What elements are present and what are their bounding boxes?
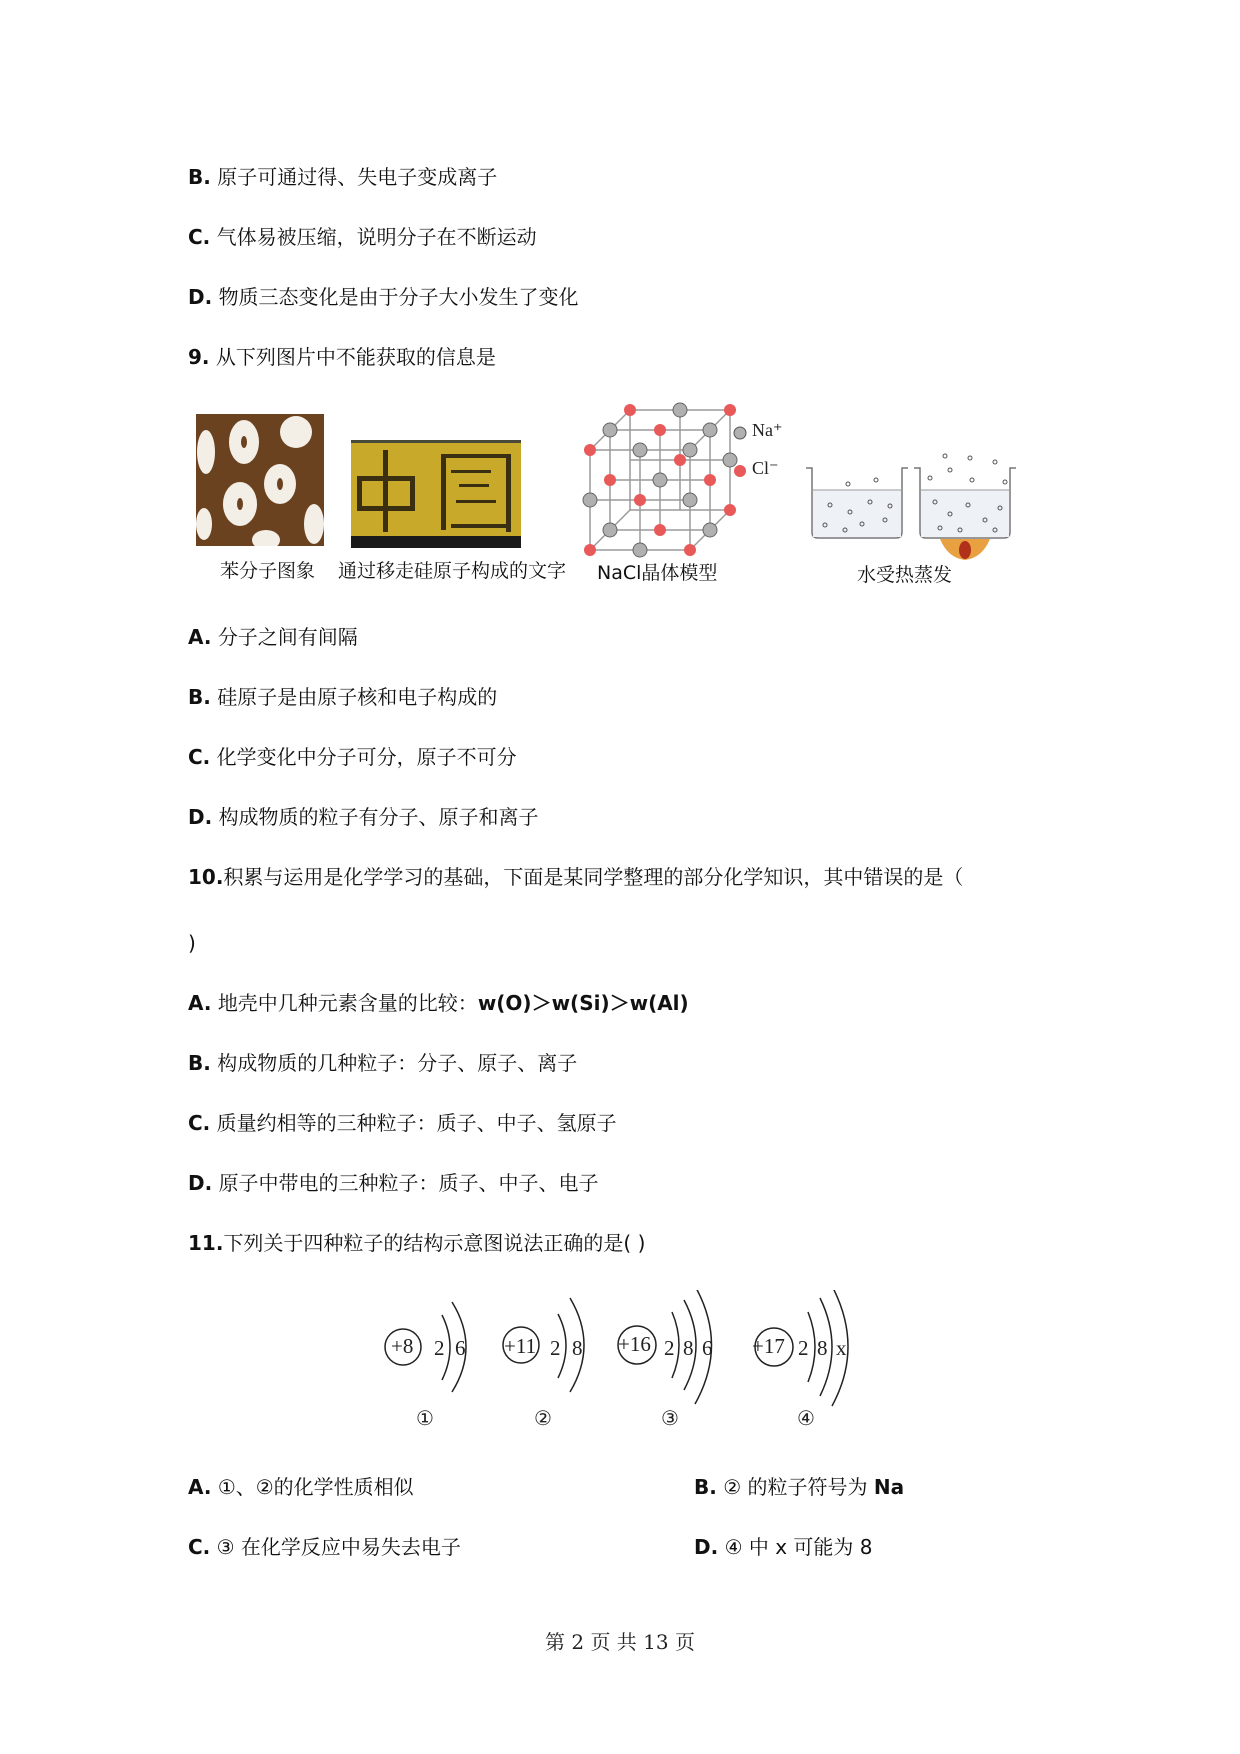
option-text: ③ 在化学反应中易失去电子 — [216, 1535, 461, 1559]
benzene-caption: 苯分子图象 — [220, 560, 316, 582]
water-evaporation-image — [800, 450, 1020, 560]
page-number-footer: 第 2 页 共 13 页 — [545, 1630, 695, 1654]
cl-legend-label: Cl⁻ — [752, 458, 779, 478]
nucleus-label: +17 — [752, 1334, 785, 1358]
q9-option-d — [188, 804, 539, 830]
option-label: D. — [188, 1171, 213, 1195]
q11-option-b — [694, 1474, 904, 1500]
option-label: A. — [188, 625, 212, 649]
diagram-index: ② — [534, 1406, 552, 1430]
benzene-image — [196, 414, 324, 546]
option-text: 分子之间有间隔 — [217, 625, 358, 649]
shell-label: 2 — [664, 1336, 675, 1360]
q10-option-b — [188, 1050, 577, 1076]
option-text: 构成物质的粒子有分子、原子和离子 — [218, 805, 539, 829]
option-label: D. — [188, 285, 213, 309]
question-number: 9. — [188, 345, 210, 369]
q11-stem — [188, 1230, 645, 1256]
nacl-crystal-image — [580, 400, 780, 560]
shell-label: 8 — [572, 1336, 583, 1360]
shell-label: 6 — [702, 1336, 713, 1360]
q8-option-d — [188, 284, 579, 310]
diagram-index: ① — [416, 1406, 434, 1430]
question-number: 10. — [188, 865, 224, 889]
option-label: A. — [188, 1475, 212, 1499]
option-label: B. — [188, 1051, 211, 1075]
option-label: B. — [694, 1475, 717, 1499]
q11-option-d — [694, 1534, 872, 1560]
option-text: 构成物质的几种粒子：分子、原子、离子 — [217, 1051, 578, 1075]
q10-stem — [188, 864, 963, 890]
option-text: 原子中带电的三种粒子：质子、中子、电子 — [218, 1171, 599, 1195]
q10-stem-close — [188, 930, 196, 956]
atomic-structure-diagrams — [380, 1290, 860, 1440]
option-label: B. — [188, 685, 211, 709]
nucleus-label: +16 — [618, 1332, 651, 1356]
nucleus-label: +11 — [504, 1334, 537, 1358]
shell-label: 8 — [817, 1336, 828, 1360]
q9-option-a — [188, 624, 358, 650]
cl-legend-icon — [733, 463, 747, 482]
shell-label: 2 — [798, 1336, 809, 1360]
option-text: ② 的粒子符号为 — [723, 1475, 874, 1499]
nucleus-label: +8 — [391, 1334, 414, 1358]
q9-option-b — [188, 684, 497, 710]
water-caption: 水受热蒸发 — [857, 564, 953, 586]
option-symbol: Na — [873, 1475, 905, 1499]
shell-label: x — [836, 1336, 847, 1360]
option-text: 物质三态变化是由于分子大小发生了变化 — [218, 285, 579, 309]
option-text: 质量约相等的三种粒子：质子、中子、氢原子 — [216, 1111, 617, 1135]
question-text: 从下列图片中不能获取的信息是 — [215, 345, 496, 369]
shell-label: 6 — [455, 1336, 466, 1360]
q10-option-a — [188, 990, 689, 1016]
diagram-index: ④ — [797, 1406, 815, 1430]
option-label: A. — [188, 991, 212, 1015]
q10-option-c — [188, 1110, 617, 1136]
diagram-index: ③ — [661, 1406, 679, 1430]
option-text: 地壳中几种元素含量的比较： — [217, 991, 478, 1015]
shell-label: 2 — [434, 1336, 445, 1360]
q8-option-c — [188, 224, 537, 250]
option-label: D. — [694, 1535, 719, 1559]
option-text: ④ 中 x 可能为 8 — [724, 1535, 873, 1559]
option-text: ①、②的化学性质相似 — [217, 1475, 414, 1499]
option-label: C. — [188, 225, 211, 249]
q8-option-b — [188, 164, 497, 190]
question-text-close: ) — [188, 931, 196, 955]
option-label: C. — [188, 1535, 211, 1559]
q9-option-c — [188, 744, 517, 770]
option-text: 化学变化中分子可分，原子不可分 — [216, 745, 517, 769]
option-text: 气体易被压缩，说明分子在不断运动 — [216, 225, 537, 249]
option-label: C. — [188, 745, 211, 769]
option-text: 硅原子是由原子核和电子构成的 — [217, 685, 498, 709]
q11-option-c — [188, 1534, 461, 1560]
na-legend-icon — [733, 425, 747, 444]
option-text: 原子可通过得、失电子变成离子 — [217, 165, 498, 189]
shell-label: 8 — [683, 1336, 694, 1360]
nacl-caption: NaCl晶体模型 — [597, 562, 718, 584]
question-text: 积累与运用是化学学习的基础，下面是某同学整理的部分化学知识，其中错误的是（ — [223, 865, 964, 889]
silicon-atom-text-image — [351, 440, 521, 548]
option-label: C. — [188, 1111, 211, 1135]
question-text: 下列关于四种粒子的结构示意图说法正确的是( ) — [223, 1231, 646, 1255]
q11-option-a — [188, 1474, 414, 1500]
option-label: D. — [188, 805, 213, 829]
option-formula: w(O)＞w(Si)＞w(Al) — [477, 991, 689, 1015]
question-number: 11. — [188, 1231, 224, 1255]
silicon-caption: 通过移走硅原子构成的文字 — [338, 560, 567, 582]
q9-stem — [188, 344, 496, 370]
na-legend-label: Na⁺ — [752, 420, 783, 440]
option-label: B. — [188, 165, 211, 189]
shell-label: 2 — [550, 1336, 561, 1360]
q10-option-d — [188, 1170, 599, 1196]
